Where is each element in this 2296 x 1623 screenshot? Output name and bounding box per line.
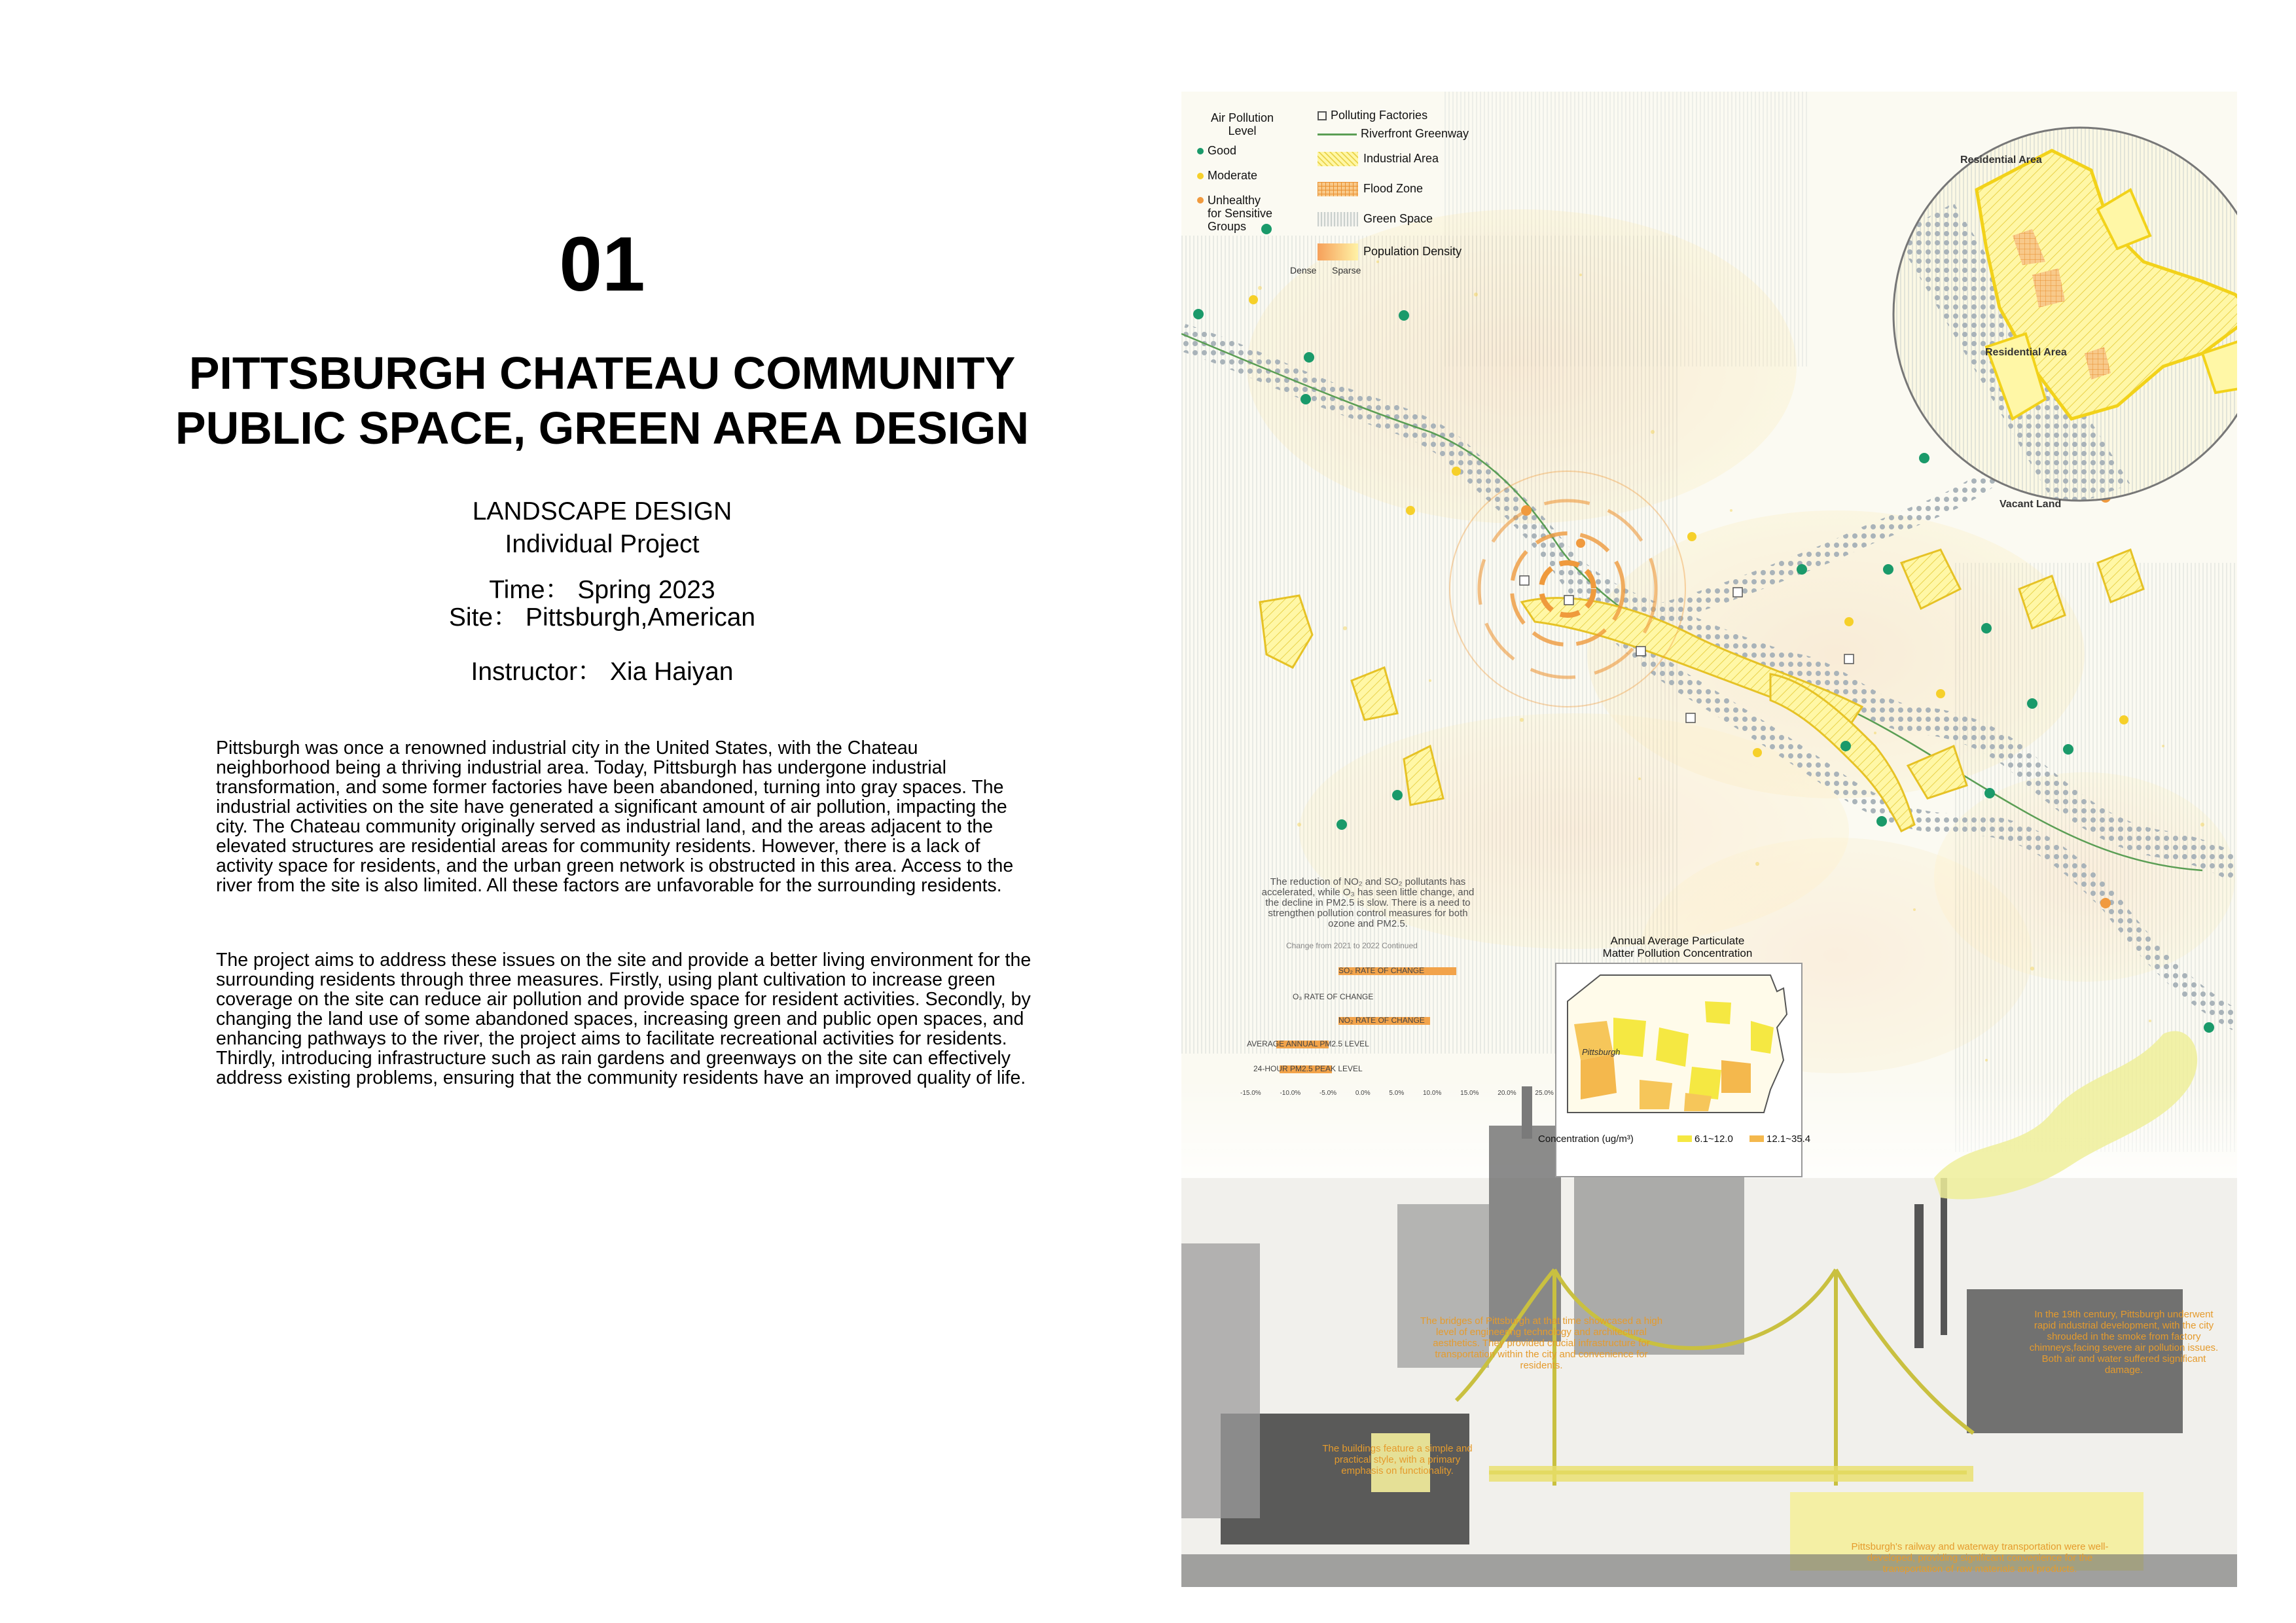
air-point-good: [1193, 309, 1204, 319]
tick-label: -5.0%: [1319, 1090, 1337, 1097]
tick-label: 20.0%: [1498, 1090, 1516, 1097]
change-label-no2: NO₂ RATE OF CHANGE: [1338, 1016, 1425, 1025]
inset-label-residential-mid: Residential Area: [1985, 347, 2067, 358]
note-buildings: The buildings feature a simple and practical style, with a primary emphasis on functionality.: [1322, 1443, 1473, 1476]
project-title: [0, 346, 1204, 455]
air-point-good: [1883, 564, 1893, 575]
range2-swatch: [1749, 1135, 1764, 1142]
air-point-good: [1919, 453, 1929, 463]
legend-good: [1197, 144, 1236, 157]
air-point-moderate: [1452, 467, 1461, 476]
air-point-moderate: [1249, 295, 1258, 304]
green-legend-swatch: [1318, 212, 1358, 226]
air-point-good: [1981, 623, 1992, 633]
legend-air-title: Air Pollution Level: [1210, 111, 1274, 137]
legend-industrial-label: Industrial Area: [1363, 152, 1439, 165]
note-railway: Pittsburgh's railway and waterway transportation were well-developed, providing significant convenience for the transportation of raw materials and products.: [1851, 1541, 2109, 1575]
pa-county-orange: [1581, 1054, 1617, 1099]
factory-chimney: [1914, 1204, 1924, 1348]
project-instructor: Instructor： Xia Haiyan: [471, 658, 734, 686]
factory-chimney: [1941, 1178, 1947, 1335]
note-industry: In the 19th century, Pittsburgh underwent rapid industrial development, with the city shrouded in the smoke from factory chimneys,facing severe air pollution issues. Both air and water suffered significant damage.: [2029, 1309, 2219, 1376]
air-point-unhealthy: [1521, 505, 1532, 516]
factory-icon: [1520, 576, 1529, 585]
project-time: Time： Spring 2023: [489, 576, 715, 604]
legend-flood-label: Flood Zone: [1363, 182, 1424, 195]
inset-label-vacant: Vacant Land: [2000, 499, 2062, 510]
range1-swatch: [1677, 1135, 1692, 1142]
project-category: LANDSCAPE DESIGN: [472, 497, 732, 526]
legend-moderate-label: Moderate: [1208, 169, 1258, 182]
title-line-2: PUBLIC SPACE, GREEN AREA DESIGN: [175, 402, 1030, 454]
legend-green: [1318, 212, 1433, 226]
flood-legend-swatch: [1318, 182, 1358, 196]
air-point-good: [1392, 790, 1403, 800]
pollution-note: The reduction of NO₂ and SO₂ pollutants has accelerated, while O₃ has seen little change, and the decline in PM2.5 is slow. There is a need to strengthen pollution control measures for both ozone and PM2.5.: [1261, 876, 1475, 929]
factory-icon: [1733, 588, 1742, 597]
pa-county-orange: [1640, 1080, 1672, 1109]
air-point-good: [1336, 819, 1347, 830]
air-point-good: [1840, 741, 1851, 751]
air-point-moderate: [2119, 715, 2128, 724]
bridge-deck: [1489, 1466, 1973, 1482]
tick-label: -15.0%: [1240, 1090, 1261, 1097]
pa-county-yellow: [1656, 1027, 1689, 1067]
pa-map-city: Pittsburgh: [1582, 1047, 1621, 1057]
air-point-good: [1876, 816, 1887, 827]
tick-label: 10.0%: [1423, 1090, 1442, 1097]
legend-sparse: Sparse: [1332, 265, 1361, 276]
project-type: Individual Project: [505, 530, 700, 558]
description-paragraph-1: Pittsburgh was once a renowned industrial city in the United States, with the Chateau neighborhood being a thriving industrial area. Today, Pittsburgh has undergone industrial transformation, and some former factories have been abandoned, turning into gray spaces. The industrial activities on the site have generated a significant amount of air pollution, impacting the city. The Chateau community originally served as industrial land, and the areas adjacent to the elevated structures are residential areas for community residents. However, there is a lack of activity space for residents, and the urban green network is obstructed in this area. Access to the river from the site is also limited. All these factors are unfavorable for the surrounding residents.: [216, 738, 1014, 896]
factory-icon: [1636, 647, 1645, 656]
tick-label: -10.0%: [1280, 1090, 1301, 1097]
factory-icon: [1564, 596, 1573, 605]
greenway-legend-icon: [1318, 134, 1357, 135]
tick-label: 25.0%: [1535, 1090, 1554, 1097]
air-point-good: [1797, 564, 1807, 575]
legend-dense: Dense: [1290, 265, 1317, 276]
legend-density: [1318, 243, 1462, 260]
legend-unhealthy-label: Unhealthy for Sensitive Groups: [1208, 194, 1273, 233]
legend-greenway: [1318, 127, 1469, 140]
air-point-good: [2063, 744, 2073, 755]
change-label-so2: SO₂ RATE OF CHANGE: [1338, 966, 1425, 975]
factory-icon: [1844, 654, 1854, 664]
tick-label: 0.0%: [1355, 1090, 1371, 1097]
range2-label: 12.1~35.4: [1767, 1133, 1811, 1145]
air-point-good: [1300, 394, 1311, 404]
pa-map-range1: [1677, 1133, 1733, 1145]
legend-moderate-dot: [1197, 173, 1204, 179]
pa-map-concentration: Concentration (ug/m³): [1538, 1133, 1634, 1145]
change-chart-ticks: [1240, 1090, 1554, 1097]
legend-green-label: Green Space: [1363, 212, 1433, 225]
legend-polluting-label: Polluting Factories: [1331, 109, 1428, 122]
pa-map-title: Annual Average Particulate Matter Pollution Concentration: [1602, 935, 1753, 959]
air-point-moderate: [1936, 689, 1945, 698]
title-line-1: PITTSBURGH CHATEAU COMMUNITY: [188, 348, 1016, 399]
range1-label: 6.1~12.0: [1695, 1133, 1733, 1145]
legend-unhealthy: [1197, 194, 1272, 233]
pa-county-yellow: [1705, 1001, 1731, 1024]
change-label-peak-pm25: 24-HOUR PM2.5 PEAK LEVEL: [1253, 1064, 1363, 1073]
density-legend-swatch: [1318, 243, 1358, 260]
air-point-good: [1399, 310, 1409, 321]
air-point-unhealthy: [1576, 539, 1585, 548]
project-site: Site： Pittsburgh,American: [448, 603, 756, 632]
tick-label: 5.0%: [1389, 1090, 1405, 1097]
legend-good-label: Good: [1208, 144, 1237, 157]
legend-polluting: [1318, 109, 1427, 122]
legend-density-label: Population Density: [1363, 244, 1462, 258]
change-chart-title: Change from 2021 to 2022 Continued: [1286, 941, 1418, 950]
factory-legend-icon: [1318, 111, 1327, 120]
air-point-good: [2204, 1022, 2214, 1033]
factory-icon: [1686, 713, 1695, 722]
air-point-moderate: [1753, 748, 1762, 757]
site-analysis-poster: [1181, 92, 2237, 1587]
project-number: 01: [559, 221, 645, 308]
legend-moderate: [1197, 169, 1257, 182]
legend-unhealthy-dot: [1197, 197, 1204, 204]
change-label-avg-pm25: AVERAGE ANNUAL PM2.5 LEVEL: [1247, 1039, 1369, 1048]
air-point-moderate: [1844, 617, 1854, 626]
legend-greenway-label: Riverfront Greenway: [1361, 127, 1469, 140]
air-point-moderate: [1406, 506, 1415, 515]
air-point-moderate: [1687, 532, 1696, 541]
air-point-good: [1304, 352, 1314, 363]
change-label-o3: O₃ RATE OF CHANGE: [1293, 992, 1374, 1001]
air-point-good: [1984, 788, 1995, 798]
legend-industrial: [1318, 152, 1439, 166]
description-paragraph-2: The project aims to address these issues on the site and provide a better living environment for the surrounding residents through three measures. Firstly, using plant cultivation to increase green coverage on the site can reduce air pollution and provide space for resident activities. Secondly, by changing the land use of some abandoned spaces, increasing green and public open spaces, and enhancing pathways to the river, the project aims to facilitate recreational activities for residents. Thirdly, introducing infrastructure such as rain gardens and greenways on the site can effectively address existing problems, ensuring that the community residents have an improved quality of life.: [216, 950, 1031, 1088]
pa-map: [1554, 962, 1803, 1178]
note-bridges: The bridges of Pittsburgh at that time showcased a high level of engineering technology and architectural aesthetics. They provided crucial infrastructure for transportation within the city and convenience for residents.: [1420, 1315, 1663, 1371]
pa-county-orange: [1721, 1060, 1751, 1093]
industrial-legend-swatch: [1318, 152, 1358, 166]
legend-good-dot: [1197, 148, 1204, 154]
legend-flood: [1318, 182, 1423, 196]
pa-map-range2: [1749, 1133, 1810, 1145]
air-point-unhealthy: [2100, 898, 2111, 908]
air-point-good: [2027, 698, 2037, 709]
stone-wall: [1181, 1243, 1260, 1518]
inset-label-residential-top: Residential Area: [1960, 154, 2042, 166]
tick-label: 15.0%: [1460, 1090, 1479, 1097]
